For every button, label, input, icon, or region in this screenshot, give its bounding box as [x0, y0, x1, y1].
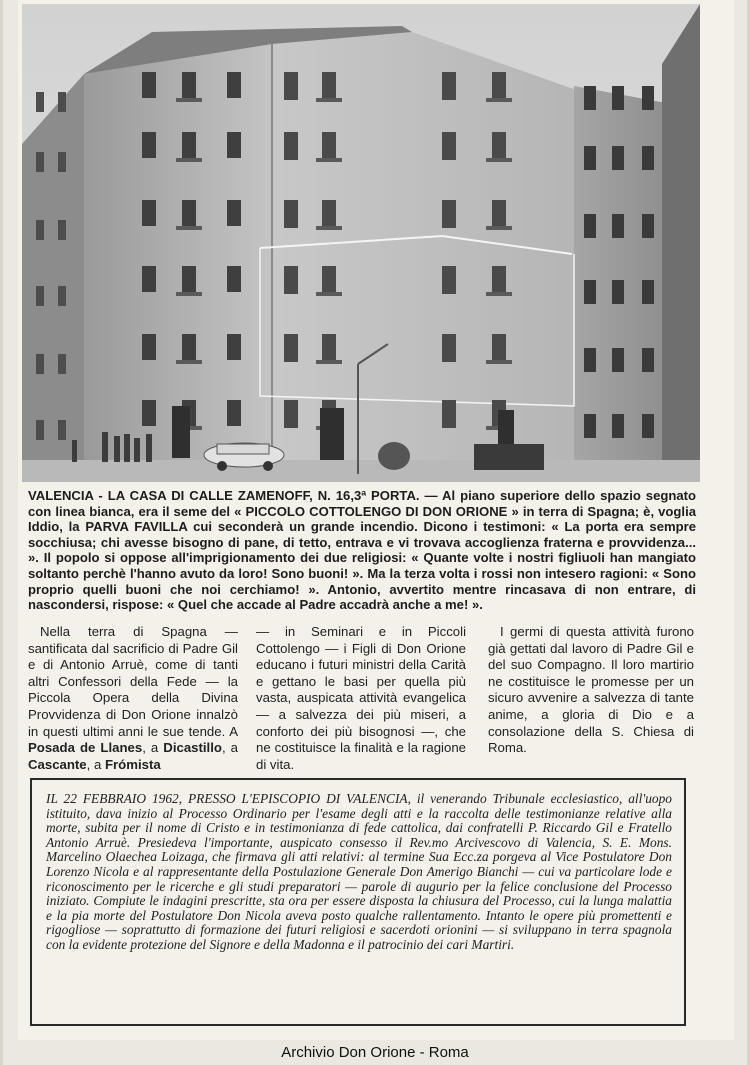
photo-window: [284, 334, 298, 362]
photo-window: [642, 86, 654, 110]
photo-window: [58, 92, 66, 112]
photo-window: [142, 334, 156, 360]
photo-balcony: [176, 98, 202, 102]
photo-window: [642, 214, 654, 238]
page-edge-left: [0, 0, 3, 1065]
photo-window: [322, 72, 336, 100]
photo-window: [612, 146, 624, 170]
photo-window: [36, 354, 44, 374]
photo-window: [442, 334, 456, 362]
photo-window: [642, 146, 654, 170]
photo-window: [492, 132, 506, 160]
photo-balcony: [486, 226, 512, 230]
photo-window: [182, 200, 196, 226]
photo-window: [182, 334, 196, 360]
photo-window: [584, 214, 596, 238]
photo-window: [142, 72, 156, 98]
photo-balcony: [316, 98, 342, 102]
photo-window: [442, 266, 456, 294]
article-column-3: [488, 624, 694, 757]
photo-window: [142, 266, 156, 292]
photo-window: [227, 400, 241, 426]
photo-window: [284, 266, 298, 294]
photo-window: [612, 86, 624, 110]
photo-window: [142, 400, 156, 426]
photo-window: [36, 152, 44, 172]
photo-window: [612, 414, 624, 438]
photo-window: [36, 92, 44, 112]
photo-balcony: [316, 360, 342, 364]
photo-window: [492, 266, 506, 294]
photo-window: [182, 72, 196, 98]
photo-window: [584, 348, 596, 372]
photo-window: [612, 348, 624, 372]
photo-window: [492, 334, 506, 362]
photo-window: [642, 348, 654, 372]
place-fromista: Frómista: [104, 756, 161, 772]
photo-window: [227, 334, 241, 360]
photo-window: [142, 200, 156, 226]
photo-balcony: [316, 292, 342, 296]
photo-window: [227, 200, 241, 226]
photo-window: [58, 152, 66, 172]
photo-window: [584, 146, 596, 170]
photo-window: [36, 220, 44, 240]
place-posada-de-llanes: Posada de Llanes: [28, 740, 143, 756]
photo-balcony: [176, 158, 202, 162]
photo-window: [322, 266, 336, 294]
photo-window: [322, 334, 336, 362]
photo-window: [584, 280, 596, 304]
separator: , a: [142, 740, 164, 756]
column-1-text: Nella terra di Spagna — santificata dal sacrificio di Padre Gil e di Antonio Arruè, come di tanti altri Confessori della Fede — la Piccola Opera della Divina Provvidenza di Don Orione innalzò in questi ultimi anni le sue tende. A: [28, 624, 238, 739]
photo-window: [182, 266, 196, 292]
photo-window: [442, 400, 456, 428]
separator: , a: [221, 740, 238, 756]
photo-window: [36, 420, 44, 440]
photo-balcony: [486, 158, 512, 162]
photo-window: [322, 200, 336, 228]
photo-window: [442, 132, 456, 160]
article-column-1: [28, 624, 238, 773]
photo-window: [142, 132, 156, 158]
boxed-notice: [30, 778, 686, 1026]
article-columns: [28, 624, 696, 774]
photo-balcony: [176, 226, 202, 230]
photo-window: [612, 214, 624, 238]
photo-window: [584, 414, 596, 438]
photo-window: [227, 72, 241, 98]
photo-window: [322, 132, 336, 160]
photo-window: [284, 400, 298, 428]
photo-balcony: [176, 292, 202, 296]
photo-window: [284, 200, 298, 228]
photo-door: [172, 406, 190, 458]
article-column-2: [256, 624, 466, 773]
photo-balcony: [486, 360, 512, 364]
photo-door: [320, 408, 344, 460]
photo-window: [642, 280, 654, 304]
photo-window: [584, 86, 596, 110]
photo-window: [284, 132, 298, 160]
photo-window: [36, 286, 44, 306]
photo-window: [442, 72, 456, 100]
column-2-text: — in Seminari e in Piccoli Cottolengo — i Figli di Don Orione educano i futuri ministri della Carità e gettano le basi per quella più vasta, auspicata attività evangelica — a salvezza dei più miseri, a conforto dei più bisognosi —, che ne costituisce la finalità e la ragione di vita.: [256, 624, 466, 772]
photo-balcony: [316, 226, 342, 230]
photo-window: [58, 354, 66, 374]
photo-window: [182, 132, 196, 158]
photo-window: [492, 72, 506, 100]
photo-balcony: [486, 292, 512, 296]
place-cascante: Cascante: [28, 756, 87, 772]
building-photo: [22, 4, 700, 482]
separator: , a: [86, 756, 105, 772]
photo-window: [58, 286, 66, 306]
photo-window: [612, 280, 624, 304]
photo-window: [442, 200, 456, 228]
archive-footer: Archivio Don Orione - Roma: [281, 1044, 469, 1061]
photo-balcony: [176, 360, 202, 364]
boxed-notice-text: IL 22 FEBBRAIO 1962, PRESSO L'EPISCOPIO DI VALENCIA, il venerando Tribunale ecclesiastico, all'uopo istituito, dava inizio al Processo Ordinario per l'esame degli atti e la raccolta delle testimonianze relative alla morte, subita per il nome di Cristo e in testimonianza di fede cattolica, dai confratelli P. Riccardo Gil e Fratello Antonio Arruè. Presiedeva l'importante, auspicato consesso il Rev.mo Arcivescovo di Valencia, S. E. Mons. Marcelino Olaechea Loizaga, che firmava gli atti relativi: al termine Sua Ecc.za porgeva al Vice Postulatore Don Lorenzo Nicola e al rappresentante della Postulazione Generale Don Amerigo Bianchi — cui va particolare lode e riconoscimento per le ricerche e gli studi preparatori — parole di augurio per la felice conclusione del Processo iniziato. Compiute le indagini prescritte, sta ora per essere disposta la chiusura del Processo, cui la lunga malattia e la pia morte del Postulatore Don Nicola aveva posto qualche rallentamento. Intanto le opere più promettenti e rigogliose — soprattutto di formazione dei futuri religiosi e sacerdoti orionini — si sviluppano in terra spagnola con la evidente protezione del Signore e della Madonna e il patrocinio dei cari Martiri.: [46, 791, 672, 952]
photo-caption: VALENCIA - LA CASA DI CALLE ZAMENOFF, N. 16,3ª PORTA. — Al piano superiore dello spazio segnato con linea bianca, era il seme del « PICCOLO COTTOLENGO DI DON ORIONE » in terra di Spagna; è, voglia Iddio, la PARVA FAVILLA cui seconderà un grande incendio. Dicono i testimoni: « La porta era sempre socchiusa; chi avesse bisogno di pane, di tetto, entrava e vi trovava accoglienza fraterna e provvidenza... ». Il popolo si oppose all'imprigionamento dei due religiosi: « Quante volte i nostri figliuoli han mangiato soltanto perchè l'hanno avuto da loro! Sono buoni! ». Ma la terza volta i rossi non intesero ragioni: « Sono proprio quelli buoni che noi cerchiamo! ». Antonio, avvertito mentre rincasava di non entrare, di nascondersi, rispose: « Quel che accade al Padre accadrà anche a me! ».: [28, 488, 696, 613]
column-3-text: I germi di questa attività furono già gettati dal lavoro di Padre Gil e del suo Compagno. Il loro martirio ne costituisce le promesse per un sicuro avvenire a salvezza di tante anime, a gloria di Dio e a consolazione della S. Chiesa di Roma.: [488, 624, 694, 756]
photo-balcony: [486, 98, 512, 102]
photo-window: [58, 420, 66, 440]
place-dicastillo: Dicastillo: [163, 740, 222, 756]
photo-balcony: [316, 158, 342, 162]
photo-window: [227, 132, 241, 158]
photo-window: [58, 220, 66, 240]
photo-window: [227, 266, 241, 292]
photo-window: [642, 414, 654, 438]
photo-window: [492, 200, 506, 228]
photo-window: [284, 72, 298, 100]
